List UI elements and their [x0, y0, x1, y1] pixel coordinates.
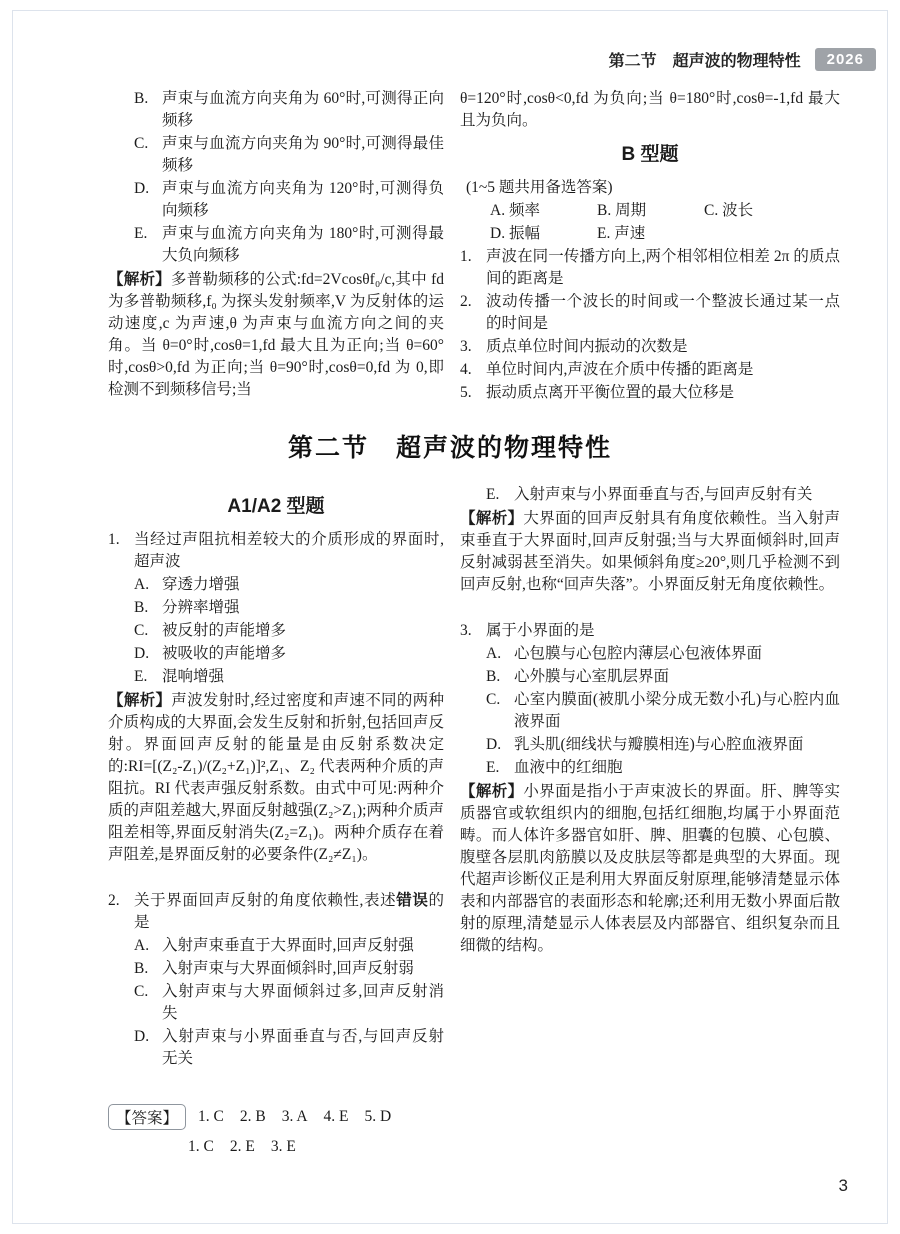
- item-text: [162, 958, 444, 980]
- text-run: 被吸收的声能增多: [162, 644, 287, 662]
- q3-choice-e: [460, 757, 840, 779]
- item-text: [486, 291, 840, 335]
- left-column-top: [108, 88, 444, 426]
- item-text: [162, 981, 444, 1025]
- text-run: A1/A2 型题: [227, 496, 325, 517]
- item-text: [162, 178, 444, 222]
- choice-e: [108, 223, 444, 267]
- right-column-top: [460, 88, 840, 426]
- q3-choice-c: [460, 689, 840, 733]
- item-text: [514, 643, 840, 665]
- right-column-main: [460, 484, 840, 1096]
- text-run: 小界面是指小于声束波长的界面。肝、脾等实质器官或软组织内的细胞,包括红细胞,均属于小界面范畴。而人体许多器官如肝、脾、胆囊的包膜、心包膜、腹壁各层肌肉筋膜以及皮肤层等都是典型的大界面。现代超声诊断仪正是利用大界面反射原理,能够清楚显示体表和内部器官的表面形态和轮廓;还利用无数小界面后散射的原理,清楚显示人体表层及内部器官、组织复杂而且细微的结构。: [460, 783, 840, 954]
- q2-choice-b: [108, 958, 444, 980]
- answer-item: 2. B: [239, 1108, 266, 1125]
- text-run: 关于界面回声反射的角度依赖性,表述: [134, 891, 397, 909]
- answers-row-2: [108, 1138, 407, 1156]
- b-question-1: [460, 246, 840, 290]
- a1a2-heading: [108, 494, 444, 521]
- analysis-doppler: [108, 269, 444, 401]
- text-run: 单位时间内,声波在介质中传播的距离是: [486, 360, 754, 378]
- item-text: [134, 529, 444, 573]
- text-run: (1~5 题共用备选答案): [466, 178, 613, 196]
- q1-choice-d: [108, 643, 444, 665]
- b-question-5: [460, 382, 840, 404]
- choice-b: [108, 88, 444, 132]
- text-run: 的是: [134, 891, 444, 931]
- text-run: 当经过声阻抗相差较大的介质形成的界面时,超声波: [134, 530, 444, 570]
- b-question-4: [460, 359, 840, 381]
- choice: D. 振幅: [490, 224, 540, 242]
- item-text: [486, 246, 840, 290]
- item-label: B.: [134, 90, 149, 107]
- text-run: 心室内膜面(被肌小梁分成无数小孔)与心腔内血液界面: [514, 691, 840, 730]
- item-text: [486, 382, 840, 404]
- analysis-doppler-continued: [460, 88, 840, 132]
- question-2: [108, 890, 444, 934]
- item-text: [162, 597, 444, 619]
- q1-choice-a: [108, 574, 444, 596]
- answers-line-1: [198, 1108, 407, 1126]
- running-head: 第二节 超声波的物理特性: [608, 53, 801, 70]
- question-3: [460, 620, 840, 642]
- choice: B. 周期: [597, 201, 647, 219]
- item-label: 1.: [108, 530, 120, 548]
- b-type-heading: [460, 142, 840, 169]
- q2-choice-d: [108, 1026, 444, 1070]
- choice: A. 频率: [490, 201, 540, 219]
- item-label: C.: [134, 621, 149, 639]
- text-run: 多普勒频移的公式:fd=2Vcosθf₀/c,其中 fd 为多普勒频移,f₀ 为探头发射频率,V 为反射体的运动速度,c 为声速,θ 为声束与血流方向之间的夹角。当 θ=0°时,cosθ=1,fd 最大且为正向;当 θ=60°时,cosθ>0,fd 为正向;当 θ=90°时,cosθ=0,fd 为 0,即检测不到频移信号;当: [108, 271, 444, 398]
- answer-item: 1. C: [188, 1138, 214, 1155]
- text-run: B 型题: [621, 144, 679, 165]
- answers-block: [108, 1104, 407, 1164]
- item-label: C.: [134, 982, 149, 1000]
- text-run: 入射声束与小界面垂直与否,与回声反射无关: [162, 1027, 444, 1067]
- spacer: [108, 867, 444, 889]
- year-badge: 2026: [815, 48, 876, 71]
- item-label: D.: [134, 180, 150, 197]
- item-label: E.: [486, 486, 500, 503]
- item-label: 2.: [460, 292, 472, 310]
- item-text: [162, 133, 444, 177]
- item-label: A.: [486, 645, 502, 662]
- b-question-2: [460, 291, 840, 335]
- text-run: 分辨率增强: [162, 598, 240, 616]
- item-text: [162, 223, 444, 267]
- text-run: 声波发射时,经过密度和声速不同的两种介质构成的大界面,会发生反射和折射,包括回声反射。界面回声反射的能量是由反射系数决定的:RI=[(Z₂-Z₁)/(Z₂+Z₁)]²,Z₁、Z₂ 代表两种介质的声阻抗。RI 代表声强反射系数。由式中可见:两种介质的声阻差越大,界面反射越强(Z₂>Z₁);两种介质声阻差相等,界面反射消失(Z₂=Z₁)。两种介质存在着声阻差,是界面反射的必要条件(Z₂≠Z₁)。: [108, 691, 444, 863]
- answer-item: 2. E: [229, 1138, 255, 1155]
- q3-choice-a: [460, 643, 840, 665]
- q1-choice-b: [108, 597, 444, 619]
- page-header: [609, 48, 876, 71]
- item-label: E.: [134, 667, 148, 685]
- shared-choices-row-2: [460, 223, 840, 245]
- q2-choice-c: [108, 981, 444, 1025]
- item-label: D.: [134, 1027, 150, 1045]
- item-label: 5.: [460, 383, 472, 401]
- text-run: 声束与血流方向夹角为 90°时,可测得最佳频移: [162, 135, 444, 174]
- text-run: 声束与血流方向夹角为 120°时,可测得负向频移: [162, 180, 444, 219]
- text-run: 被反射的声能增多: [162, 621, 287, 639]
- text-run: 入射声束与大界面倾斜时,回声反射弱: [162, 959, 414, 977]
- main-region: [108, 484, 840, 1096]
- text-run: 心外膜与心室肌层界面: [514, 668, 670, 685]
- text-run: 混响增强: [162, 667, 225, 685]
- b-question-3: [460, 336, 840, 358]
- item-text: [486, 359, 840, 381]
- answers-row-1: [108, 1104, 407, 1130]
- page-number: 3: [838, 1176, 848, 1195]
- item-label: 3.: [460, 622, 472, 639]
- q3-choice-d: [460, 734, 840, 756]
- item-label: E.: [486, 759, 500, 776]
- item-text: [486, 336, 840, 358]
- item-text: [162, 620, 444, 642]
- item-label: A.: [134, 936, 150, 954]
- item-label: B.: [134, 598, 149, 616]
- choice-d: [108, 178, 444, 222]
- analysis-q2: [460, 508, 840, 596]
- item-text: [162, 935, 444, 957]
- analysis-tag: 【解析】: [460, 510, 524, 527]
- item-label: 4.: [460, 360, 472, 378]
- item-label: B.: [486, 668, 501, 685]
- analysis-tag: 【解析】: [108, 271, 171, 288]
- text-run: 属于小界面的是: [486, 622, 595, 639]
- text-run: 大界面的回声反射具有角度依赖性。当入射声束垂直于大界面时,回声反射强;当与大界面倾斜时,回声反射减弱甚至消失。如果倾斜角度≥20°,则几乎检测不到回声反射,也称“回声失落”。小界面反射无角度依赖性。: [460, 510, 840, 593]
- item-label: A.: [134, 575, 150, 593]
- text-run: 乳头肌(细线状与瓣膜相连)与心腔血液界面: [514, 736, 804, 753]
- text-run: 振动质点离开平衡位置的最大位移是: [486, 383, 735, 401]
- item-label: C.: [134, 135, 149, 152]
- text-run: 入射声束与小界面垂直与否,与回声反射有关: [514, 486, 813, 503]
- item-text: [162, 666, 444, 688]
- top-region: [108, 88, 840, 426]
- answer-item: 3. A: [281, 1108, 308, 1125]
- text-run: 质点单位时间内振动的次数是: [486, 337, 688, 355]
- text-run: 入射声束垂直于大界面时,回声反射强: [162, 936, 414, 954]
- answer-item: 3. E: [270, 1138, 296, 1155]
- item-label: C.: [486, 691, 501, 708]
- answers-tag: 【答案】: [108, 1104, 186, 1130]
- item-text: [134, 890, 444, 934]
- spacer: [460, 597, 840, 619]
- answers-line-2: [188, 1138, 312, 1156]
- emphasized-text: 错误: [396, 891, 429, 909]
- q2-choice-e: [460, 484, 840, 506]
- shared-choices-row-1: [460, 200, 840, 222]
- text-run: 波动传播一个波长的时间或一个整波长通过某一点的时间是: [486, 292, 840, 332]
- item-text: [514, 666, 840, 688]
- q3-choice-b: [460, 666, 840, 688]
- left-column-main: [108, 484, 444, 1096]
- q1-choice-e: [108, 666, 444, 688]
- item-label: 2.: [108, 891, 120, 909]
- item-text: [162, 643, 444, 665]
- analysis-tag: 【解析】: [460, 783, 524, 800]
- text-run: 声束与血流方向夹角为 60°时,可测得正向频移: [162, 90, 444, 129]
- item-text: [514, 689, 840, 733]
- item-label: D.: [134, 644, 150, 662]
- item-text: [514, 484, 840, 506]
- q2-choice-a: [108, 935, 444, 957]
- item-label: 3.: [460, 337, 472, 355]
- answer-item: 4. E: [323, 1108, 349, 1125]
- text-run: 心包膜与心包腔内薄层心包液体界面: [514, 645, 763, 662]
- text-run: 声波在同一传播方向上,两个相邻相位相差 2π 的质点间的距离是: [486, 247, 840, 287]
- item-text: [514, 757, 840, 779]
- question-1: [108, 529, 444, 573]
- item-text: [514, 734, 840, 756]
- item-text: [162, 574, 444, 596]
- section-title: 第二节 超声波的物理特性: [287, 434, 612, 462]
- text-run: 穿透力增强: [162, 575, 240, 593]
- choice-c: [108, 133, 444, 177]
- item-label: E.: [134, 225, 148, 242]
- text-run: 入射声束与大界面倾斜过多,回声反射消失: [162, 982, 444, 1022]
- item-label: 1.: [460, 247, 472, 265]
- text-run: θ=120°时,cosθ<0,fd 为负向;当 θ=180°时,cosθ=-1,fd 最大且为负向。: [460, 90, 840, 129]
- answer-item: 1. C: [198, 1108, 224, 1125]
- text-run: 声束与血流方向夹角为 180°时,可测得最大负向频移: [162, 225, 444, 264]
- item-label: B.: [134, 959, 149, 977]
- analysis-tag: 【解析】: [108, 691, 172, 709]
- item-text: [162, 1026, 444, 1070]
- choice: C. 波长: [704, 201, 754, 219]
- analysis-q1: [108, 690, 444, 866]
- item-text: [162, 88, 444, 132]
- q1-choice-c: [108, 620, 444, 642]
- answer-item: 5. D: [364, 1108, 392, 1125]
- analysis-q3: [460, 781, 840, 957]
- item-text: [486, 620, 840, 642]
- shared-answers-note: [460, 177, 840, 199]
- choice: E. 声速: [597, 224, 646, 242]
- text-run: 血液中的红细胞: [514, 759, 623, 776]
- item-label: D.: [486, 736, 502, 753]
